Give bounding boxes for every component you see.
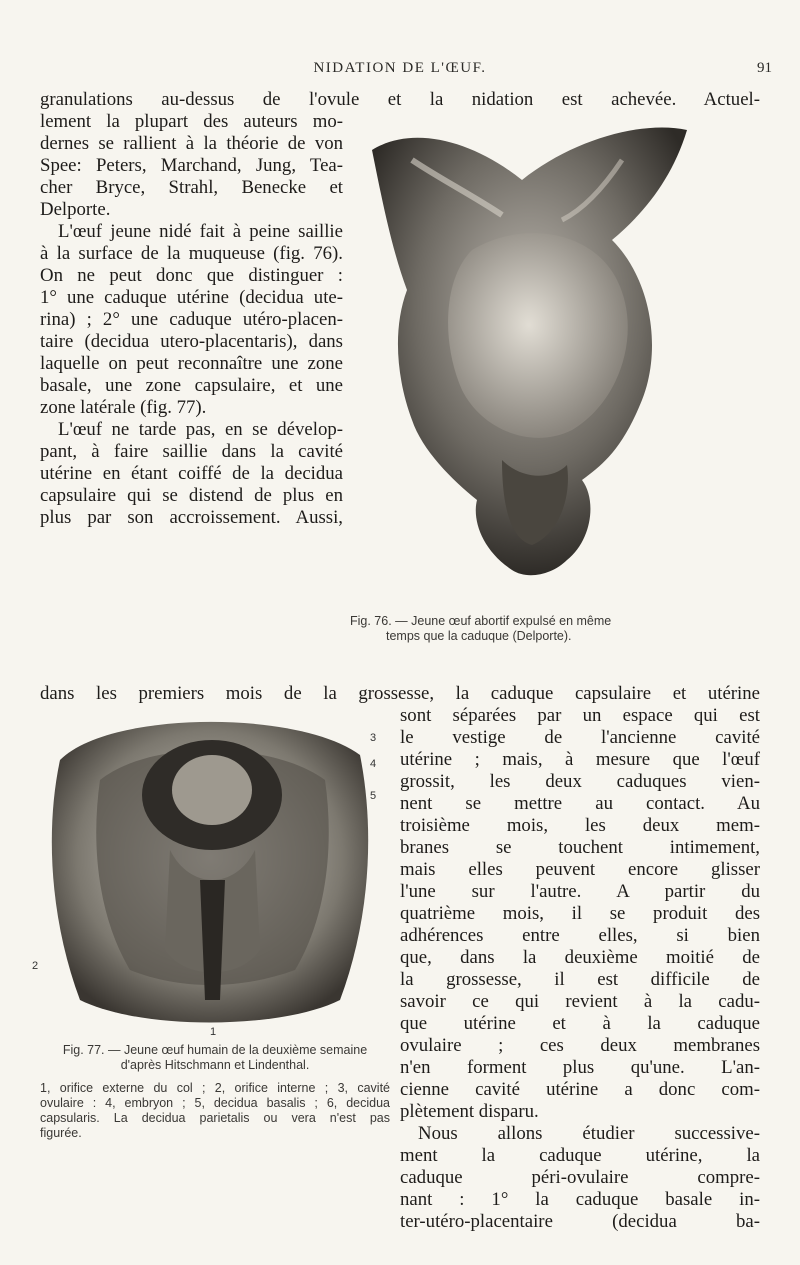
running-title: NIDATION DE L'ŒUF. (313, 60, 487, 76)
text-line: ter-utéro-placentaire (decidua ba- (400, 1211, 760, 1232)
text-line: ovulaire ; ces deux membranes (400, 1035, 760, 1056)
callout-label-4: 4 (370, 758, 377, 770)
text-line: pant, à faire saillie dans la cavité (40, 441, 343, 462)
legend-line: figurée. (40, 1126, 82, 1140)
text-line: la grossesse, il est difficile de (400, 969, 760, 990)
page-number: 91 (757, 60, 772, 76)
text-line: dans les premiers mois de la grossesse, la caduque capsulaire et utérine (40, 683, 760, 704)
text-line: utérine ; mais, à mesure que l'œuf (400, 749, 760, 770)
text-line: sont séparées par un espace qui est (400, 705, 760, 726)
caption-line: Fig. 76. — Jeune œuf abortif expulsé en même (350, 614, 612, 628)
text-line: lement la plupart des auteurs mo- (40, 111, 343, 132)
figure-76-drawing (352, 120, 692, 615)
text-line: branes se touchent intimement, (400, 837, 760, 858)
text-line: taire (decidua utero-placentaris), dans (40, 331, 343, 352)
text-line: rina) ; 2° une caduque utéro-placen- (40, 309, 343, 330)
text-line: que, dans la deuxième moitié de (400, 947, 760, 968)
figure-76-caption (350, 614, 770, 644)
text-line: ment la caduque utérine, la (400, 1145, 760, 1166)
text-line: cher Bryce, Strahl, Benecke et (40, 177, 343, 198)
text-line: plus par son accroissement. Aussi, (40, 507, 343, 528)
text-line: 1° une caduque utérine (decidua ute- (40, 287, 343, 308)
figure-77-uterus-section (32, 700, 385, 1040)
text-line: dernes se rallient à la théorie de von (40, 133, 343, 154)
text-line: laquelle on peut reconnaître une zone (40, 353, 343, 374)
callout-label-2: 2 (32, 960, 39, 972)
text-line: Nous allons étudier successive- (418, 1123, 760, 1144)
text-line: mais elles peuvent encore glisser (400, 859, 760, 880)
paragraph-top-line (40, 89, 760, 111)
callout-label-1: 1 (210, 1026, 217, 1038)
text-line: l'une sur l'autre. A partir du (400, 881, 760, 902)
text-line: zone latérale (fig. 77). (40, 397, 207, 418)
legend-line: capsularis. La decidua parietalis ou vera n'est pas (40, 1111, 390, 1125)
text-line: le vestige de l'ancienne cavité (400, 727, 760, 748)
text-line: plètement disparu. (400, 1101, 539, 1122)
figure-77-caption (40, 1043, 390, 1073)
text-line: quatrième mois, il se produit des (400, 903, 760, 924)
figure-77-drawing (40, 700, 385, 1040)
caption-line: temps que la caduque (Delporte). (386, 629, 572, 643)
text-line: L'œuf jeune nidé fait à peine saillie (58, 221, 343, 242)
legend-line: ovulaire : 4, embryon ; 5, decidua basalis ; 6, decidua (40, 1096, 390, 1110)
text-line: capsulaire qui se distend de plus en (40, 485, 343, 506)
left-column-text (40, 111, 343, 529)
text-line: à la surface de la muqueuse (fig. 76). (40, 243, 343, 264)
text-line: que utérine et à la caduque (400, 1013, 760, 1034)
callout-label-3: 3 (370, 732, 377, 744)
text-line: On ne peut donc que distinguer : (40, 265, 343, 286)
text-line: caduque péri-ovulaire compre- (400, 1167, 760, 1188)
legend-line: 1, orifice externe du col ; 2, orifice interne ; 3, cavité (40, 1081, 390, 1095)
text-line: utérine en étant coiffé de la decidua (40, 463, 343, 484)
callout-label-5: 5 (370, 790, 377, 802)
text-line: cienne cavité utérine a donc com- (400, 1079, 760, 1100)
page-header (0, 60, 800, 82)
text-line: Spee: Peters, Marchand, Jung, Tea- (40, 155, 343, 176)
text-line: granulations au-dessus de l'ovule et la nidation est achevée. Actuel- (40, 89, 760, 110)
text-line: adhérences entre elles, si bien (400, 925, 760, 946)
text-line: L'œuf ne tarde pas, en se dévelop- (58, 419, 343, 440)
text-line: nent se mettre au contact. Au (400, 793, 760, 814)
caption-line: Fig. 77. — Jeune œuf humain de la deuxième semaine (62, 1043, 368, 1057)
figure-77-legend (40, 1081, 390, 1141)
caption-line: d'après Hitschmann et Lindenthal. (120, 1058, 310, 1072)
figure-76-ovum-illustration (352, 120, 692, 615)
text-line: Delporte. (40, 199, 111, 220)
text-line: nant : 1° la caduque basale in- (400, 1189, 760, 1210)
right-column-text (400, 705, 760, 1233)
text-line: n'en forment plus qu'une. L'an- (400, 1057, 760, 1078)
text-line: grossit, les deux caduques vien- (400, 771, 760, 792)
text-line: troisième mois, les deux mem- (400, 815, 760, 836)
text-line: savoir ce qui revient à la cadu- (400, 991, 760, 1012)
text-line: basale, une zone capsulaire, et une (40, 375, 343, 396)
